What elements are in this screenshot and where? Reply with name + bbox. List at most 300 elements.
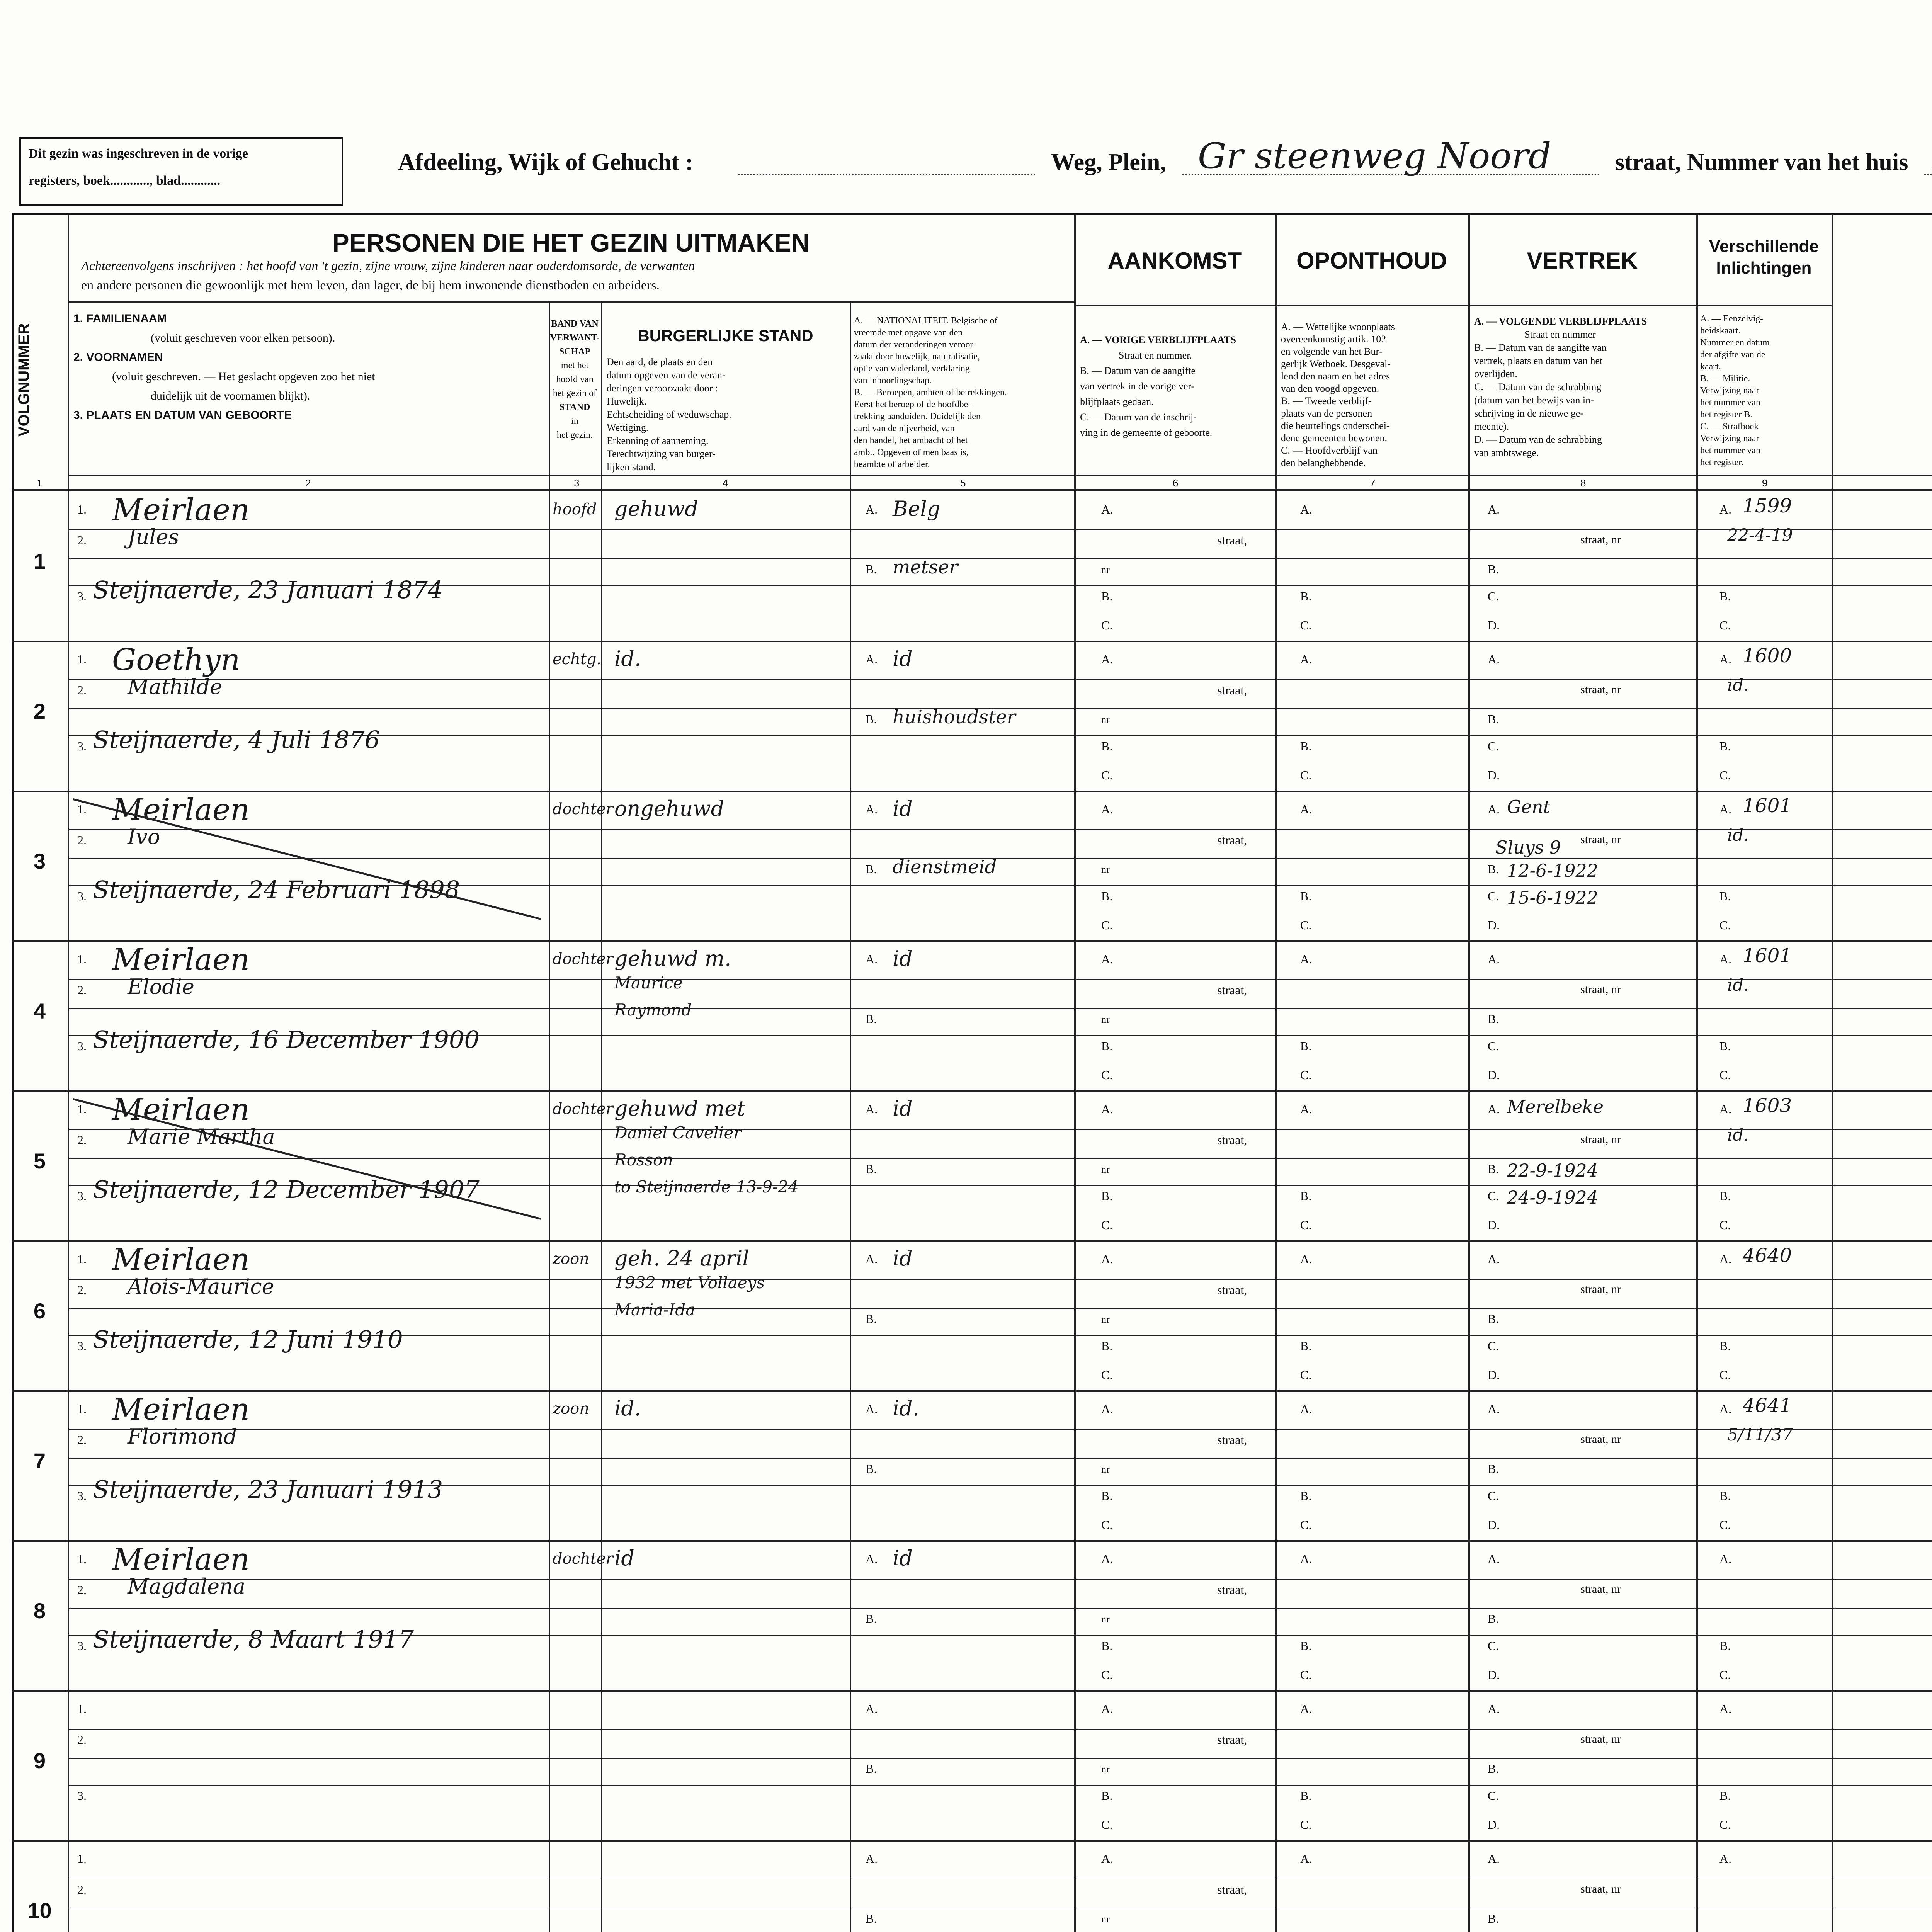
label-nr: nr <box>1101 714 1110 725</box>
label-straat: straat, <box>1217 1883 1247 1896</box>
label-a: A. <box>866 1102 878 1116</box>
aankomst-title: AANKOMST <box>1107 248 1242 274</box>
label-straat-nr: straat, nr <box>1580 683 1621 696</box>
huis-field[interactable] <box>1924 174 1932 175</box>
relation-field: dochter <box>553 1100 613 1118</box>
row-rule <box>68 1158 1932 1159</box>
given-name-field: Magdalena <box>128 1574 246 1599</box>
colnum-1: 1 <box>37 477 43 489</box>
weg-value: Gr steenweg Noord <box>1198 135 1551 177</box>
label-c: C. <box>1101 1368 1113 1382</box>
line-label: 3. <box>77 1189 87 1203</box>
id-card-date: id. <box>1727 825 1749 845</box>
label-c: C. <box>1300 618 1312 632</box>
row-rule <box>68 1579 1932 1580</box>
label-c: C. <box>1488 739 1499 753</box>
line-label: 1. <box>77 1252 87 1266</box>
surname-field: Meirlaen <box>112 1092 250 1127</box>
prior-register-line2: registers, boek............, blad............ <box>29 173 221 188</box>
occupation-field: dienstmeid <box>893 856 997 878</box>
civil-status-field: gehuwd met <box>614 1096 745 1121</box>
row-divider <box>12 1240 1932 1242</box>
row-rule <box>68 1008 1932 1009</box>
label-b: B. <box>1488 1012 1499 1026</box>
line-label: 1. <box>77 652 87 666</box>
label-b: B. <box>866 1912 877 1925</box>
row-rule <box>68 829 1932 830</box>
label-a: A. <box>1488 1402 1500 1416</box>
line-label: 3. <box>77 889 87 903</box>
label-a: A. <box>1300 1102 1313 1116</box>
label-b: B. <box>1719 1339 1731 1353</box>
label-straat: straat, <box>1217 1583 1247 1597</box>
row-rule <box>68 979 1932 980</box>
line-label: 2. <box>77 1433 87 1447</box>
row-rule <box>68 679 1932 680</box>
line-label: 1. <box>77 1852 87 1866</box>
label-b: B. <box>1300 1339 1312 1353</box>
label-b: B. <box>1488 1312 1499 1326</box>
label-b: B. <box>1488 712 1499 726</box>
label-a: A. <box>1719 1252 1732 1266</box>
line-label: 1. <box>77 802 87 816</box>
row-rule <box>68 1308 1932 1309</box>
label-d: D. <box>1488 1068 1500 1082</box>
surname-field: Meirlaen <box>112 1542 250 1577</box>
volgnummer-header: VOLGNUMMER <box>15 323 32 437</box>
civil-status-field: ongehuwd <box>614 796 724 821</box>
nationality-field: id <box>893 646 913 671</box>
label-b: B. <box>1101 1489 1113 1503</box>
line-label: 1. <box>77 1102 87 1116</box>
line-label: 2. <box>77 1283 87 1297</box>
col2-header: 1. FAMILIENAAM (voluit geschreven voor elken persoon). 2. VOORNAMEN (voluit geschreven. — Het geslacht opgeven zoo het niet duidelijk uit de voornamen blijkt). 3. PLAATS EN DATUM VAN GEBOORTE <box>73 312 375 422</box>
label-b: B. <box>866 712 877 726</box>
line-label: 1. <box>77 952 87 966</box>
nationality-field: id <box>893 796 913 821</box>
surname-field: Meirlaen <box>112 1242 250 1277</box>
civil-status-field: id <box>614 1546 634 1570</box>
label-a: A. <box>1719 1102 1732 1116</box>
relation-field: hoofd <box>553 500 597 518</box>
nationality-field: Belg <box>893 497 940 521</box>
nationality-field: id <box>893 1246 913 1270</box>
label-a: A. <box>1719 1402 1732 1416</box>
civil-status-field: geh. 24 april <box>614 1246 749 1270</box>
col7-header: A. — Wettelijke woonplaats overeenkomstig artik. 102 en volgende van het Bur- gerlijk Wetboek. Desgeval- lend den naam en het adres van den voogd opgeven. B. — Tweede verblijf- plaats van de personen die beurtelings onderschei- dene gemeenten bewonen. C. — Hoofdverblijf van den belanghebbende. <box>1281 321 1395 468</box>
row-number: 7 <box>33 1449 46 1473</box>
aanmerkingen-title <box>1832 332 1932 353</box>
label-d: D. <box>1488 1818 1500 1832</box>
line-label: 2. <box>77 833 87 847</box>
label-c: C. <box>1300 1668 1312 1682</box>
id-card-number: 1601 <box>1743 944 1792 967</box>
relation-field: dochter <box>553 1550 613 1568</box>
label-a: A. <box>1101 1702 1114 1716</box>
label-a: A. <box>1300 1552 1313 1566</box>
label-nr: nr <box>1101 1913 1110 1925</box>
vertrek-field: Gent <box>1507 796 1551 817</box>
civil-status-field: Maria-Ida <box>614 1300 696 1319</box>
label-c: C. <box>1101 1668 1113 1682</box>
line-label: 2. <box>77 533 87 547</box>
line-label: 1. <box>77 502 87 516</box>
label-nr: nr <box>1101 864 1110 875</box>
label-straat: straat, <box>1217 1433 1247 1447</box>
label-straat-nr: straat, nr <box>1580 1883 1621 1895</box>
row-rule <box>68 558 1932 559</box>
civil-status-field: Daniel Cavelier <box>614 1123 742 1142</box>
vertrek-field: 24-9-1924 <box>1507 1187 1598 1208</box>
line-label: 3. <box>77 1639 87 1653</box>
label-c: C. <box>1488 1339 1499 1353</box>
id-card-date: id. <box>1727 975 1749 995</box>
label-a: A. <box>1101 952 1114 966</box>
row-divider <box>12 1090 1932 1092</box>
label-c: C. <box>1719 1518 1731 1532</box>
label-c: C. <box>1300 1218 1312 1232</box>
label-b: B. <box>1101 739 1113 753</box>
label-c: C. <box>1101 768 1113 782</box>
label-a: A. <box>866 1702 878 1716</box>
label-a: A. <box>1488 502 1500 516</box>
line-label: 3. <box>77 1789 87 1803</box>
occupation-field: huishoudster <box>893 706 1016 728</box>
row-rule <box>68 1758 1932 1759</box>
label-nr: nr <box>1101 1164 1110 1175</box>
line-label: 2. <box>77 1883 87 1896</box>
colnum-9: 9 <box>1762 477 1768 489</box>
label-c: C. <box>1488 1189 1499 1203</box>
line-label: 3. <box>77 1489 87 1503</box>
row-divider <box>12 940 1932 942</box>
civil-status-field: gehuwd <box>614 497 698 521</box>
nationality-field: id <box>893 1096 913 1121</box>
label-b: B. <box>866 1312 877 1326</box>
row-rule <box>68 1129 1932 1130</box>
label-b: B. <box>1719 1039 1731 1053</box>
label-c: C. <box>1300 1068 1312 1082</box>
col6-header: A. — VORIGE VERBLIJFPLAATS Straat en nummer. B. — Datum van de aangifte van vertrek in de vorige ver- blijfplaats gedaan. C. — Datum van de inschrij- ving in de gemeente of geboorte. <box>1080 334 1236 438</box>
row-number: 2 <box>33 699 46 723</box>
row-number: 4 <box>33 999 46 1023</box>
personen-title: PERSONEN DIE HET GEZIN UITMAKEN <box>332 228 810 257</box>
afdeeling-label: Afdeeling, Wijk of Gehucht : <box>398 149 694 175</box>
label-nr: nr <box>1101 1314 1110 1325</box>
label-straat-nr: straat, nr <box>1580 533 1621 546</box>
row-divider <box>12 1540 1932 1542</box>
row-number: 9 <box>33 1748 46 1773</box>
col4-title: BURGERLIJKE STAND <box>638 327 813 345</box>
birth-field: Steijnaerde, 16 December 1900 <box>93 1026 480 1054</box>
label-nr: nr <box>1101 1014 1110 1025</box>
birth-field: Steijnaerde, 8 Maart 1917 <box>93 1625 414 1653</box>
colnum-3: 3 <box>574 477 580 489</box>
nationality-field: id. <box>893 1396 920 1420</box>
label-a: A. <box>1488 652 1500 666</box>
personen-instr-2: en andere personen die gewoonlijk met hem leven, dan lager, de bij hem inwonende dienstboden en arbeiders. <box>81 278 660 293</box>
label-a: A. <box>1719 1552 1732 1566</box>
row-number: 3 <box>33 849 46 873</box>
label-a: A. <box>866 1252 878 1266</box>
label-c: C. <box>1719 1218 1731 1232</box>
label-b: B. <box>866 1012 877 1026</box>
label-b: B. <box>1300 1039 1312 1053</box>
given-name-field: Florimond <box>128 1424 237 1449</box>
label-c: C. <box>1719 768 1731 782</box>
label-c: C. <box>1101 1518 1113 1532</box>
personen-instr-1: Achtereenvolgens inschrijven : het hoofd van 't gezin, zijne vrouw, zijne kinderen naar ouderdomsorde, de verwanten <box>81 259 695 273</box>
label-d: D. <box>1488 1218 1500 1232</box>
label-c: C. <box>1719 618 1731 632</box>
label-a: A. <box>866 1552 878 1566</box>
surname-field: Meirlaen <box>112 793 250 827</box>
line-label: 2. <box>77 1133 87 1147</box>
label-a: A. <box>1488 1702 1500 1716</box>
label-a: A. <box>1488 952 1500 966</box>
label-b: B. <box>1300 1489 1312 1503</box>
label-c: C. <box>1488 889 1499 903</box>
row-number: 6 <box>33 1299 46 1323</box>
label-b: B. <box>1101 1639 1113 1653</box>
line-label: 3. <box>77 739 87 753</box>
relation-field: dochter <box>553 800 613 818</box>
label-b: B. <box>1300 1789 1312 1803</box>
colnum-2: 2 <box>305 477 311 489</box>
label-straat-nr: straat, nr <box>1580 1583 1621 1595</box>
label-b: B. <box>1488 1912 1499 1925</box>
label-a: A. <box>866 802 878 816</box>
id-card-number: 4640 <box>1743 1244 1792 1267</box>
given-name-field: Elodie <box>128 975 194 999</box>
label-a: A. <box>1101 1252 1114 1266</box>
label-nr: nr <box>1101 1464 1110 1475</box>
line-label: 2. <box>77 1583 87 1597</box>
relation-field: echtg. <box>553 650 602 668</box>
label-a: A. <box>1488 1852 1500 1866</box>
label-b: B. <box>1101 889 1113 903</box>
label-d: D. <box>1488 918 1500 932</box>
label-a: A. <box>1101 1102 1114 1116</box>
row-rule <box>68 1429 1932 1430</box>
label-c: C. <box>1719 1668 1731 1682</box>
label-straat: straat, <box>1217 1133 1247 1147</box>
row-divider <box>12 1690 1932 1692</box>
line-label: 3. <box>77 1039 87 1053</box>
label-b: B. <box>1488 862 1499 876</box>
label-a: A. <box>1101 1852 1114 1866</box>
label-c: C. <box>1101 1818 1113 1832</box>
colnum-4: 4 <box>723 477 728 489</box>
colnum-7: 7 <box>1370 477 1376 489</box>
id-card-number: 1603 <box>1743 1094 1792 1117</box>
label-b: B. <box>1101 1189 1113 1203</box>
label-b: B. <box>866 1762 877 1776</box>
given-name-field: Jules <box>128 525 179 549</box>
label-b: B. <box>1719 1189 1731 1203</box>
birth-field: Steijnaerde, 4 Juli 1876 <box>93 726 380 754</box>
civil-status-field: id. <box>614 646 641 671</box>
label-a: A. <box>1101 802 1114 816</box>
surname-field: Goethyn <box>112 643 240 677</box>
line-label: 1. <box>77 1402 87 1416</box>
label-b: B. <box>1101 1339 1113 1353</box>
label-a: A. <box>1488 802 1500 816</box>
label-a: A. <box>866 1402 878 1416</box>
id-card-date: id. <box>1727 675 1749 695</box>
label-c: C. <box>1488 589 1499 603</box>
row-rule <box>68 1785 1932 1786</box>
birth-field: Steijnaerde, 23 Januari 1874 <box>93 576 443 604</box>
label-straat-nr: straat, nr <box>1580 1283 1621 1296</box>
label-c: C. <box>1101 1218 1113 1232</box>
label-b: B. <box>1488 1762 1499 1776</box>
line-label: 1. <box>77 1552 87 1566</box>
label-a: A. <box>1300 1702 1313 1716</box>
label-c: C. <box>1300 1518 1312 1532</box>
label-a: A. <box>1300 1852 1313 1866</box>
label-d: D. <box>1488 1368 1500 1382</box>
label-b: B. <box>1488 1612 1499 1626</box>
col9-header: A. — Eenzelvig- heidskaart. Nummer en datum der afgifte van de kaart. B. — Militie. Verwijzing naar het nummer van het register B. C. — Strafboek Verwijzing naar het nummer van het register. <box>1700 314 1770 468</box>
label-straat-nr: straat, nr <box>1580 833 1621 846</box>
label-c: C. <box>1300 1368 1312 1382</box>
label-straat-nr: straat, nr <box>1580 1433 1621 1446</box>
label-straat: straat, <box>1217 683 1247 697</box>
label-b: B. <box>1300 1189 1312 1203</box>
vertrek-field: Sluys 9 <box>1495 837 1561 858</box>
label-a: A. <box>1300 1402 1313 1416</box>
label-straat-nr: straat, nr <box>1580 1133 1621 1146</box>
label-c: C. <box>1719 918 1731 932</box>
label-a: A. <box>1300 1252 1313 1266</box>
given-name-field: Alois-Maurice <box>128 1274 274 1299</box>
vertrek-field: 12-6-1922 <box>1507 860 1598 881</box>
row-divider <box>12 791 1932 792</box>
row-rule <box>68 1458 1932 1459</box>
birth-field: Steijnaerde, 12 December 1907 <box>93 1175 480 1204</box>
label-a: A. <box>866 502 878 516</box>
colnum-5: 5 <box>960 477 966 489</box>
vertrek-title: VERTREK <box>1527 248 1638 274</box>
label-d: D. <box>1488 618 1500 632</box>
surname-field: Meirlaen <box>112 942 250 977</box>
label-a: A. <box>1719 652 1732 666</box>
label-a: A. <box>1719 802 1732 816</box>
row-number: 8 <box>33 1599 46 1623</box>
label-straat-nr: straat, nr <box>1580 1733 1621 1745</box>
colnum-8: 8 <box>1580 477 1586 489</box>
afdeeling-field[interactable] <box>738 174 1036 175</box>
col4-header: Den aard, de plaats en den datum opgeven van de veran- deringen veroorzaakt door : Huwelijk. Echtscheiding of weduwschap. Wettiging. Erkenning of aanneming. Terechtwijzing van burger- lijken stand. <box>607 356 731 473</box>
row-rule <box>68 1279 1932 1280</box>
row-number: 5 <box>33 1149 46 1173</box>
id-card-date: 5/11/37 <box>1727 1425 1793 1445</box>
label-b: B. <box>1101 1789 1113 1803</box>
row-rule <box>68 529 1932 530</box>
surname-field: Meirlaen <box>112 493 250 527</box>
label-c: C. <box>1300 918 1312 932</box>
row-rule <box>68 1608 1932 1609</box>
weg-field[interactable] <box>1182 174 1600 175</box>
label-c: C. <box>1300 768 1312 782</box>
line-label: 2. <box>77 1733 87 1747</box>
label-c: C. <box>1719 1818 1731 1832</box>
label-b: B. <box>1719 1789 1731 1803</box>
label-c: C. <box>1488 1639 1499 1653</box>
label-c: C. <box>1719 1068 1731 1082</box>
label-b: B. <box>1719 589 1731 603</box>
label-a: A. <box>1719 952 1732 966</box>
label-c: C. <box>1101 918 1113 932</box>
occupation-field: metser <box>893 556 958 578</box>
label-c: C. <box>1719 1368 1731 1382</box>
label-c: C. <box>1101 618 1113 632</box>
label-a: A. <box>1719 1852 1732 1866</box>
label-b: B. <box>866 1462 877 1476</box>
label-a: A. <box>1300 952 1313 966</box>
straat-huis-label: straat, Nummer van het huis <box>1615 149 1908 175</box>
civil-status-field: to Steijnaerde 13-9-24 <box>614 1177 799 1196</box>
oponthoud-title: OPONTHOUD <box>1296 248 1447 274</box>
label-a: A. <box>1101 1552 1114 1566</box>
label-d: D. <box>1488 768 1500 782</box>
col5-header: A. — NATIONALITEIT. Belgische of vreemde met opgave van den datum der veranderingen veroor- zaakt door huwelijk, naturalisatie, optie van vaderland, verklaring van inboorlingschap. B. — Beroepen, ambten of betrekkingen. Eerst het beroep of de hoofdbe- trekking aanduiden. Duidelijk den aard van de nijverheid, van den handel, het ambacht of het ambt. Opgeven of men baas is, beambte of arbeider. <box>854 316 1007 469</box>
given-name-field: Mathilde <box>128 675 223 699</box>
label-a: A. <box>1300 652 1313 666</box>
row-rule <box>68 1729 1932 1730</box>
line-label: 2. <box>77 983 87 997</box>
label-straat: straat, <box>1217 1733 1247 1747</box>
label-c: C. <box>1488 1489 1499 1503</box>
surname-field: Meirlaen <box>112 1392 250 1427</box>
row-divider <box>12 641 1932 642</box>
row-divider <box>12 1390 1932 1392</box>
label-a: A. <box>1719 1702 1732 1716</box>
id-card-date: id. <box>1727 1125 1749 1145</box>
relation-field: zoon <box>553 1400 589 1418</box>
label-b: B. <box>866 1612 877 1626</box>
id-card-number: 1599 <box>1743 495 1792 517</box>
birth-field: Steijnaerde, 12 Juni 1910 <box>93 1325 403 1354</box>
label-straat: straat, <box>1217 533 1247 547</box>
label-b: B. <box>1719 1489 1731 1503</box>
label-b: B. <box>866 1162 877 1176</box>
line-label: 3. <box>77 1339 87 1353</box>
col3-header: BAND VAN VERWANT- SCHAP met het hoofd van het gezin of STAND in het gezin. <box>550 319 600 440</box>
weg-label: Weg, Plein, <box>1051 149 1166 175</box>
colnum-6: 6 <box>1173 477 1179 489</box>
civil-status-field: Raymond <box>614 1000 692 1019</box>
row-number: 10 <box>27 1898 52 1923</box>
nationality-field: id <box>893 946 913 971</box>
birth-field: Steijnaerde, 24 Februari 1898 <box>93 876 460 904</box>
label-a: A. <box>1488 1552 1500 1566</box>
label-nr: nr <box>1101 564 1110 575</box>
label-straat: straat, <box>1217 1283 1247 1297</box>
id-card-date: 22-4-19 <box>1727 526 1793 545</box>
line-label: 1. <box>77 1702 87 1716</box>
label-c: C. <box>1488 1789 1499 1803</box>
label-a: A. <box>1719 502 1732 516</box>
label-straat: straat, <box>1217 833 1247 847</box>
label-b: B. <box>1719 739 1731 753</box>
label-b: B. <box>866 862 877 876</box>
vertrek-field: 15-6-1922 <box>1507 887 1598 908</box>
label-b: B. <box>1300 739 1312 753</box>
label-b: B. <box>1719 1639 1731 1653</box>
label-b: B. <box>1101 1039 1113 1053</box>
